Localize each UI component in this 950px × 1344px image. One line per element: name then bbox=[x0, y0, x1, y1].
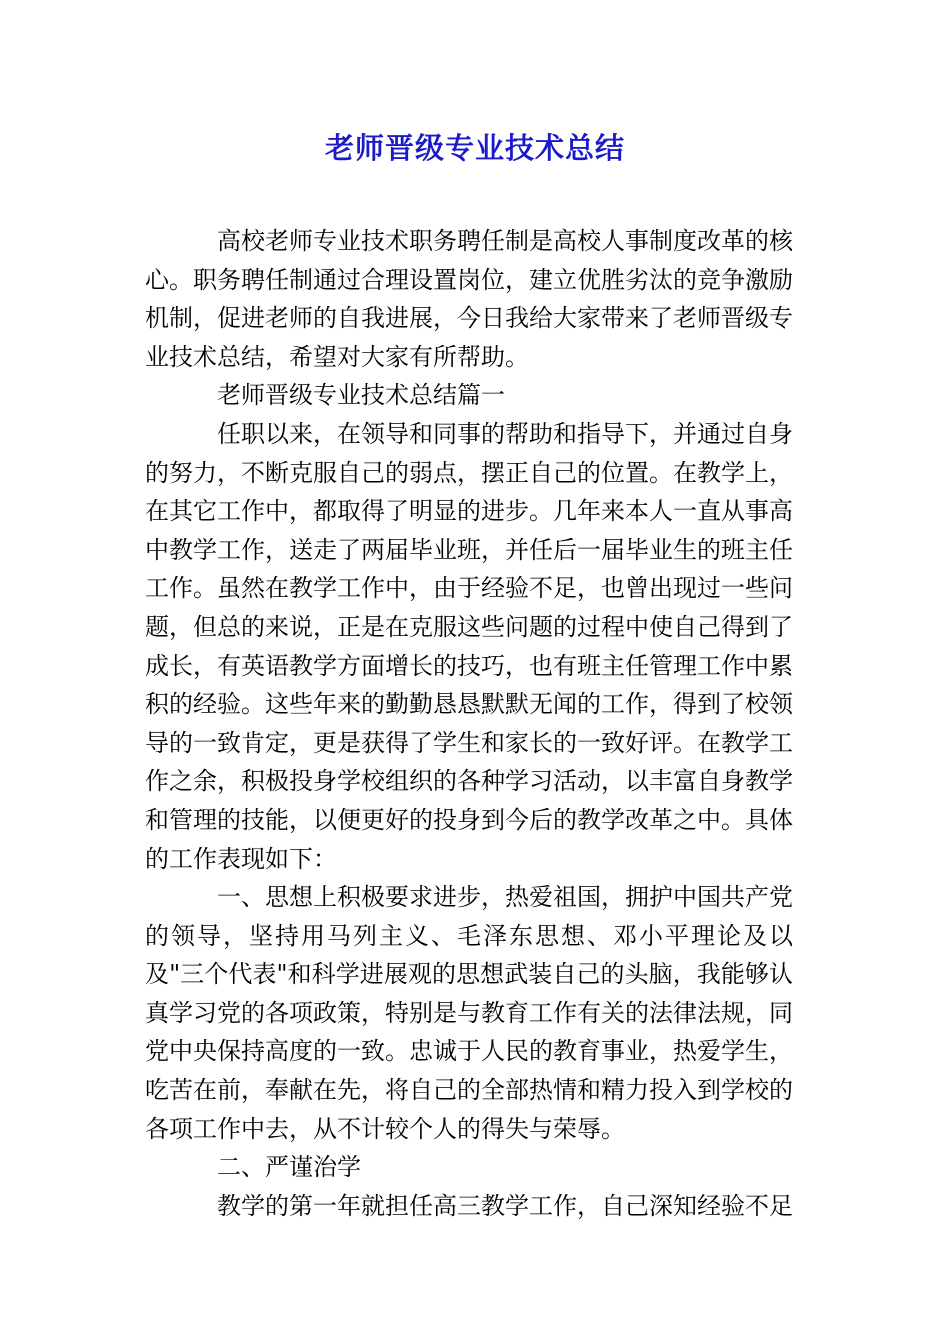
document-body bbox=[145, 222, 793, 1225]
document-title: 老师晋级专业技术总结 bbox=[324, 131, 625, 165]
section-heading-rigorous-study: 二、严谨治学 bbox=[217, 1153, 361, 1182]
section-heading-part-one: 老师晋级专业技术总结篇一 bbox=[217, 381, 505, 410]
body-paragraph: 一、思想上积极要求进步，热爱祖国，拥护中国共产党的领导，坚持用马列主义、毛泽东思想、邓小平理论及以及"三个代表"和科学进展观的思想武装自己的头脑，我能够认真学习党的各项政策，特别是与教育工作有关的法律法规，同党中央保持高度的一致。忠诚于人民的教育事业，热爱学生，吃苦在前，奉献在先，将自己的全部热情和精力投入到学校的各项工作中去，从不计较个人的得失与荣辱。 bbox=[145, 883, 793, 1143]
body-paragraph: 教学的第一年就担任高三教学工作，自己深知经验不足 bbox=[217, 1191, 793, 1220]
body-paragraph: 任职以来，在领导和同事的帮助和指导下，并通过自身的努力，不断克服自己的弱点，摆正自己的位置。在教学上，在其它工作中，都取得了明显的进步。几年来本人一直从事高中教学工作，送走了两届毕业班，并任后一届毕业生的班主任工作。虽然在教学工作中，由于经验不足，也曾出现过一些问题，但总的来说，正是在克服这些问题的过程中使自己得到了成长，有英语教学方面增长的技巧，也有班主任管理工作中累积的经验。这些年来的勤勤恳恳默默无闻的工作，得到了校领导的一致肯定，更是获得了学生和家长的一致好评。在教学工作之余，积极投身学校组织的各种学习活动，以丰富自身教学和管理的技能，以便更好的投身到今后的教学改革之中。具体的工作表现如下： bbox=[145, 419, 793, 873]
intro-paragraph: 高校老师专业技术职务聘任制是高校人事制度改革的核心。职务聘任制通过合理设置岗位，建立优胜劣汰的竞争激励机制，促进老师的自我进展，今日我给大家带来了老师晋级专业技术总结，希望对大家有所帮助。 bbox=[145, 227, 793, 371]
